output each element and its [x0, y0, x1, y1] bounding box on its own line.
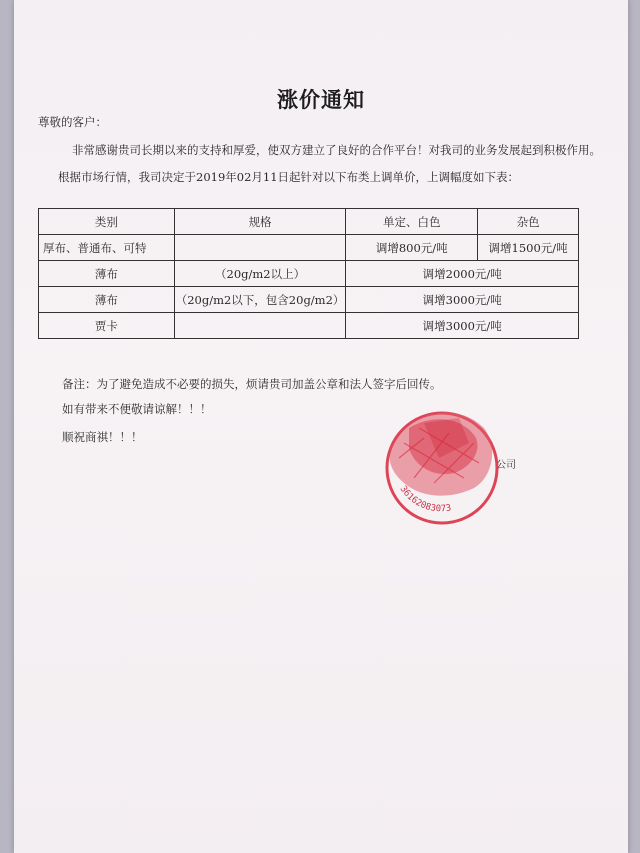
header-spec: 规格 [174, 209, 346, 235]
table-row [39, 261, 579, 287]
row-category: 贾卡 [39, 313, 175, 339]
row-price: 调增3000元/吨 [346, 287, 579, 313]
row-color-price: 调增1500元/吨 [478, 235, 579, 261]
paragraph-thanks: 非常感谢贵司长期以来的支持和厚爱，使双方建立了良好的合作平台！对我司的业务发展起到积极作用。 [72, 143, 601, 157]
row-spec [174, 235, 346, 261]
document-page [14, 0, 628, 853]
note-apology: 如有带来不便敬请谅解！！！ [62, 402, 212, 416]
row-category: 厚布、普通布、可特 [39, 235, 175, 261]
header-white: 单定、白色 [346, 209, 478, 235]
company-name-suffix: 公司 [496, 460, 516, 471]
row-category: 薄布 [39, 261, 175, 287]
company-seal-stamp [364, 388, 514, 538]
row-price: 调增3000元/吨 [346, 313, 579, 339]
header-category: 类别 [39, 209, 175, 235]
row-spec: （20g/m2以上） [174, 261, 346, 287]
row-white-price: 调增800元/吨 [346, 235, 478, 261]
note-closing: 顺祝商祺！！！ [62, 430, 143, 444]
table-row [39, 313, 579, 339]
row-price: 调增2000元/吨 [346, 261, 579, 287]
paragraph-announcement: 根据市场行情，我司决定于2019年02月11日起针对以下布类上调单价，上调幅度如下表： [58, 170, 520, 184]
row-category: 薄布 [39, 287, 175, 313]
stamp-number: 36162083073 [397, 484, 453, 515]
note-remark: 备注：为了避免造成不必要的损失，烦请贵司加盖公章和法人签字后回传。 [62, 377, 442, 391]
document-title: 涨价通知 [277, 88, 365, 112]
header-color: 杂色 [478, 209, 579, 235]
row-spec [174, 313, 346, 339]
table-row [39, 235, 579, 261]
greeting: 尊敬的客户： [38, 115, 107, 129]
price-table [38, 208, 579, 339]
row-spec: （20g/m2以下，包含20g/m2） [174, 287, 346, 313]
table-row [39, 287, 579, 313]
table-header-row [39, 209, 579, 235]
